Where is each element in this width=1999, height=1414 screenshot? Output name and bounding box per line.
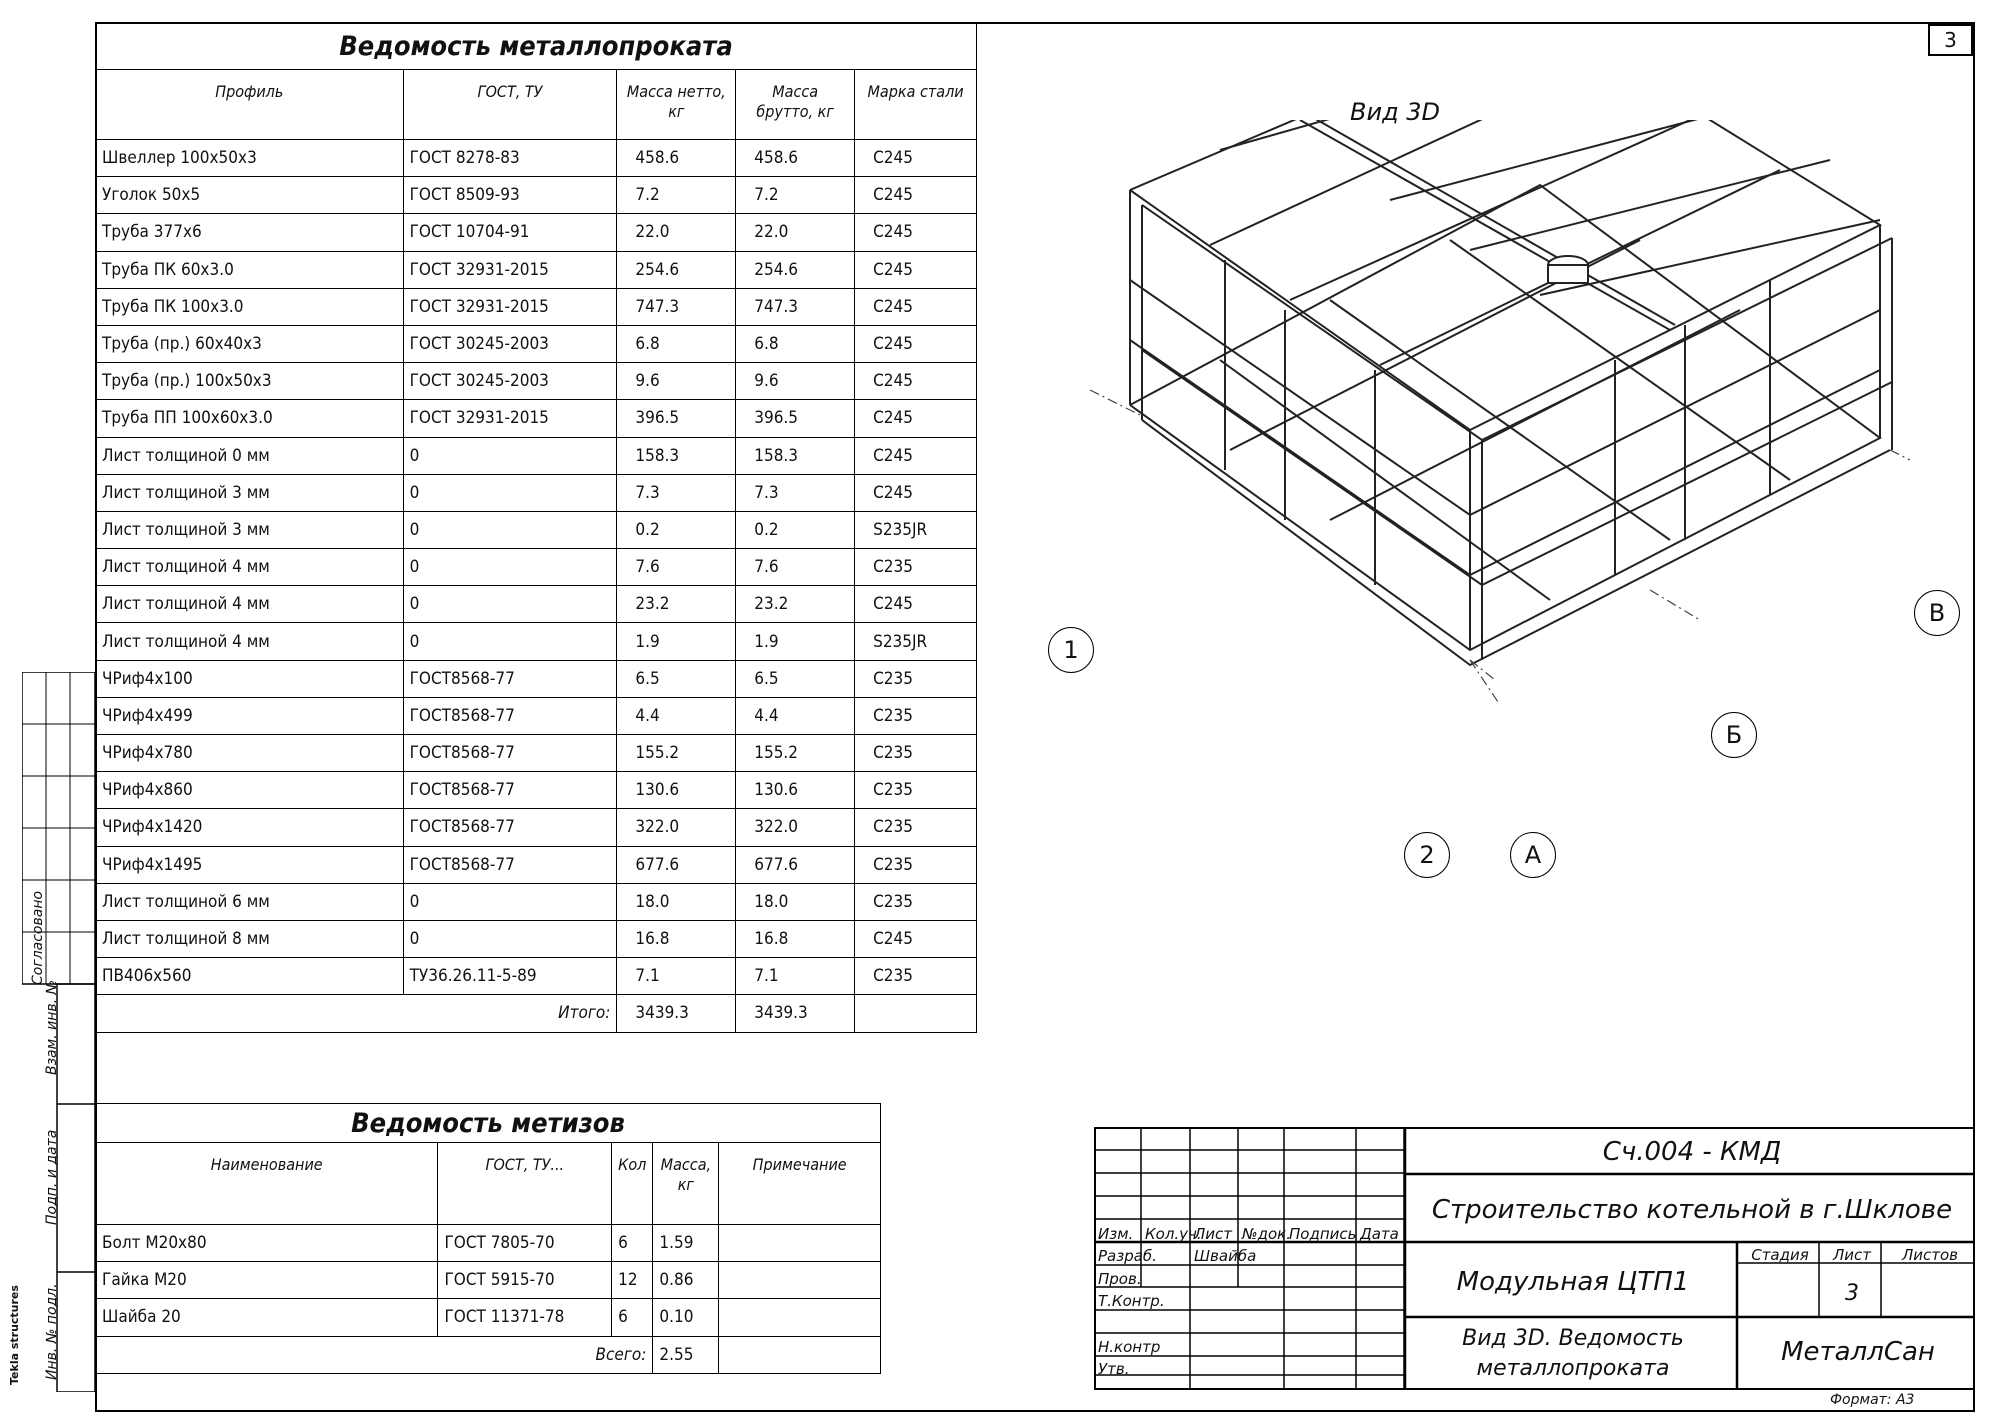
- table-row: [96, 549, 977, 586]
- table-row: [96, 177, 977, 214]
- gost-cell: 0: [403, 474, 617, 511]
- table-row: [96, 846, 977, 883]
- profile-cell: Лист толщиной 4 мм: [96, 623, 404, 660]
- hw-mass-cell: 0.86: [653, 1262, 719, 1299]
- tb-sheet-label: Лист: [1832, 1246, 1871, 1264]
- hw-qty-cell: 6: [612, 1225, 653, 1262]
- profile-cell: Труба 377x6: [96, 214, 404, 251]
- hw-mass-cell: 1.59: [653, 1225, 719, 1262]
- tb-col-ndok: №док.: [1242, 1225, 1291, 1243]
- table-row: [96, 697, 977, 734]
- table-row: [96, 772, 977, 809]
- profile-cell: ПВ406x560: [96, 958, 404, 995]
- metal-total-brutto: 3439.3: [736, 995, 855, 1032]
- brutto-cell: 747.3: [736, 288, 855, 325]
- brutto-cell: 396.5: [736, 400, 855, 437]
- tb-company: МеталлСан: [1781, 1337, 1935, 1367]
- netto-cell: 18.0: [617, 883, 736, 920]
- tb-sheets-label: Листов: [1901, 1246, 1959, 1264]
- steel-cell: С245: [855, 251, 977, 288]
- metal-total-empty: [855, 995, 977, 1032]
- steel-cell: С235: [855, 549, 977, 586]
- profile-cell: Лист толщиной 4 мм: [96, 549, 404, 586]
- hw-header-mass: Масса, кг: [653, 1143, 719, 1225]
- hw-gost-cell: ГОСТ 5915-70: [438, 1262, 612, 1299]
- metal-table-title: Ведомость металлопроката: [96, 23, 977, 70]
- profile-cell: Швеллер 100x50x3: [96, 140, 404, 177]
- gost-cell: 0: [403, 623, 617, 660]
- steel-cell: S235JR: [855, 511, 977, 548]
- steel-cell: С235: [855, 697, 977, 734]
- brutto-cell: 6.8: [736, 325, 855, 362]
- profile-cell: Лист толщиной 6 мм: [96, 883, 404, 920]
- tb-object-name: Модульная ЦТП1: [1456, 1267, 1690, 1297]
- steel-cell: С245: [855, 325, 977, 362]
- table-row: [96, 251, 977, 288]
- label-inv: Инв. № подл.: [44, 1283, 60, 1380]
- tb-col-podpis: Подпись: [1289, 1225, 1357, 1243]
- table-row: [96, 623, 977, 660]
- tb-developer: Швайба: [1194, 1247, 1257, 1265]
- gost-cell: 0: [403, 549, 617, 586]
- hw-total-label: Всего:: [96, 1336, 653, 1373]
- profile-cell: Лист толщиной 3 мм: [96, 474, 404, 511]
- label-agreed: Согласовано: [30, 890, 46, 985]
- brutto-cell: 6.5: [736, 660, 855, 697]
- profile-cell: ЧРиф4x780: [96, 735, 404, 772]
- gost-cell: ГОСТ 32931-2015: [403, 288, 617, 325]
- steel-cell: S235JR: [855, 623, 977, 660]
- tb-role-utv: Утв.: [1098, 1360, 1130, 1378]
- table-row: [96, 325, 977, 362]
- steel-cell: С235: [855, 660, 977, 697]
- gost-cell: ГОСТ8568-77: [403, 809, 617, 846]
- netto-cell: 7.2: [617, 177, 736, 214]
- brutto-cell: 22.0: [736, 214, 855, 251]
- steel-cell: С235: [855, 809, 977, 846]
- label-tekla: Tekla structures: [8, 1285, 21, 1385]
- netto-cell: 158.3: [617, 437, 736, 474]
- gost-cell: ГОСТ8568-77: [403, 846, 617, 883]
- hw-header-name: Наименование: [96, 1143, 438, 1225]
- gost-cell: ГОСТ 30245-2003: [403, 363, 617, 400]
- sheet-number-box: 3: [1928, 24, 1973, 56]
- gost-cell: ГОСТ8568-77: [403, 660, 617, 697]
- gost-cell: ГОСТ8568-77: [403, 697, 617, 734]
- profile-cell: ЧРиф4x1420: [96, 809, 404, 846]
- tb-role-nkontr: Н.контр: [1098, 1338, 1161, 1356]
- netto-cell: 155.2: [617, 735, 736, 772]
- profile-cell: Лист толщиной 8 мм: [96, 920, 404, 957]
- gost-cell: ГОСТ 32931-2015: [403, 400, 617, 437]
- gost-cell: ГОСТ 8509-93: [403, 177, 617, 214]
- gost-cell: 0: [403, 586, 617, 623]
- isometric-frame-view: [1030, 120, 1950, 880]
- hw-note-cell: [719, 1225, 881, 1262]
- profile-cell: ЧРиф4x1495: [96, 846, 404, 883]
- gost-cell: 0: [403, 511, 617, 548]
- metal-total-netto: 3439.3: [617, 995, 736, 1032]
- hw-name-cell: Шайба 20: [96, 1299, 438, 1336]
- table-row: [96, 140, 977, 177]
- brutto-cell: 158.3: [736, 437, 855, 474]
- axis-bubble-V: В: [1914, 590, 1960, 636]
- label-vzam: Взам. инв. №: [44, 979, 60, 1075]
- brutto-cell: 677.6: [736, 846, 855, 883]
- steel-cell: С245: [855, 586, 977, 623]
- netto-cell: 0.2: [617, 511, 736, 548]
- netto-cell: 1.9: [617, 623, 736, 660]
- hw-header-qty: Кол: [612, 1143, 653, 1225]
- brutto-cell: 7.6: [736, 549, 855, 586]
- steel-cell: С235: [855, 958, 977, 995]
- profile-cell: Лист толщиной 3 мм: [96, 511, 404, 548]
- tb-sheet-name-1: Вид 3D. Ведомость: [1462, 1326, 1684, 1351]
- netto-cell: 7.1: [617, 958, 736, 995]
- brutto-cell: 7.2: [736, 177, 855, 214]
- table-row: [96, 474, 977, 511]
- profile-cell: ЧРиф4x100: [96, 660, 404, 697]
- table-row: [96, 883, 977, 920]
- steel-cell: С245: [855, 400, 977, 437]
- steel-cell: С245: [855, 140, 977, 177]
- netto-cell: 6.8: [617, 325, 736, 362]
- axis-bubble-B: Б: [1711, 712, 1757, 758]
- steel-cell: С245: [855, 474, 977, 511]
- gost-cell: ГОСТ8568-77: [403, 735, 617, 772]
- metal-header-steel: Марка стали: [855, 70, 977, 140]
- gost-cell: 0: [403, 920, 617, 957]
- axis-bubble-2: 2: [1404, 832, 1450, 878]
- tb-project-name: Строительство котельной в г.Шклове: [1431, 1195, 1953, 1225]
- profile-cell: Труба (пр.) 100x50x3: [96, 363, 404, 400]
- profile-cell: ЧРиф4x499: [96, 697, 404, 734]
- gost-cell: ГОСТ 30245-2003: [403, 325, 617, 362]
- brutto-cell: 254.6: [736, 251, 855, 288]
- gost-cell: ТУ36.26.11-5-89: [403, 958, 617, 995]
- tb-role-prov: Пров.: [1098, 1270, 1142, 1288]
- metal-header-brutto: Масса брутто, кг: [736, 70, 855, 140]
- hardware-table-title: Ведомость метизов: [96, 1104, 881, 1143]
- steel-cell: С245: [855, 363, 977, 400]
- profile-cell: Труба (пр.) 60x40x3: [96, 325, 404, 362]
- gost-cell: ГОСТ8568-77: [403, 772, 617, 809]
- netto-cell: 16.8: [617, 920, 736, 957]
- table-row: [96, 920, 977, 957]
- netto-cell: 396.5: [617, 400, 736, 437]
- tb-sheet-value: 3: [1845, 1281, 1859, 1306]
- gost-cell: 0: [403, 883, 617, 920]
- netto-cell: 22.0: [617, 214, 736, 251]
- steel-cell: С235: [855, 883, 977, 920]
- brutto-cell: 9.6: [736, 363, 855, 400]
- tb-col-data: Дата: [1360, 1225, 1399, 1243]
- brutto-cell: 7.1: [736, 958, 855, 995]
- tb-col-izm: Изм.: [1098, 1225, 1134, 1243]
- steel-cell: С235: [855, 846, 977, 883]
- brutto-cell: 18.0: [736, 883, 855, 920]
- metal-table: [95, 22, 977, 1033]
- netto-cell: 7.6: [617, 549, 736, 586]
- gost-cell: 0: [403, 437, 617, 474]
- brutto-cell: 16.8: [736, 920, 855, 957]
- brutto-cell: 7.3: [736, 474, 855, 511]
- metal-header-netto: Масса нетто, кг: [617, 70, 736, 140]
- brutto-cell: 322.0: [736, 809, 855, 846]
- profile-cell: Лист толщиной 4 мм: [96, 586, 404, 623]
- view-title: Вид 3D: [1350, 98, 1441, 126]
- netto-cell: 9.6: [617, 363, 736, 400]
- table-row: [96, 400, 977, 437]
- profile-cell: ЧРиф4x860: [96, 772, 404, 809]
- netto-cell: 23.2: [617, 586, 736, 623]
- netto-cell: 254.6: [617, 251, 736, 288]
- netto-cell: 6.5: [617, 660, 736, 697]
- hw-note-cell: [719, 1262, 881, 1299]
- brutto-cell: 23.2: [736, 586, 855, 623]
- table-row: [96, 511, 977, 548]
- brutto-cell: 0.2: [736, 511, 855, 548]
- table-row: [96, 1225, 881, 1262]
- hw-qty-cell: 12: [612, 1262, 653, 1299]
- table-row: [96, 437, 977, 474]
- steel-cell: С245: [855, 920, 977, 957]
- steel-cell: С235: [855, 735, 977, 772]
- hw-qty-cell: 6: [612, 1299, 653, 1336]
- axis-bubble-A: А: [1510, 832, 1556, 878]
- hw-header-gost: ГОСТ, ТУ...: [438, 1143, 612, 1225]
- gost-cell: ГОСТ 32931-2015: [403, 251, 617, 288]
- profile-cell: Труба ПК 100x3.0: [96, 288, 404, 325]
- gost-cell: ГОСТ 8278-83: [403, 140, 617, 177]
- hw-gost-cell: ГОСТ 11371-78: [438, 1299, 612, 1336]
- table-row: [96, 735, 977, 772]
- tb-col-list: Лист: [1194, 1225, 1233, 1243]
- hw-note-cell: [719, 1299, 881, 1336]
- netto-cell: 4.4: [617, 697, 736, 734]
- brutto-cell: 130.6: [736, 772, 855, 809]
- table-row: [96, 660, 977, 697]
- tb-col-koluch: Кол.уч.: [1145, 1225, 1202, 1243]
- brutto-cell: 4.4: [736, 697, 855, 734]
- hw-gost-cell: ГОСТ 7805-70: [438, 1225, 612, 1262]
- hw-total-empty: [719, 1336, 881, 1373]
- tb-role-tkontr: Т.Контр.: [1098, 1292, 1165, 1310]
- hw-header-note: Примечание: [719, 1143, 881, 1225]
- netto-cell: 7.3: [617, 474, 736, 511]
- steel-cell: С245: [855, 177, 977, 214]
- hw-name-cell: Болт М20x80: [96, 1225, 438, 1262]
- profile-cell: Труба ПК 60x3.0: [96, 251, 404, 288]
- netto-cell: 322.0: [617, 809, 736, 846]
- metal-total-label: Итого:: [96, 995, 617, 1032]
- table-row: [96, 1299, 881, 1336]
- tb-stage-label: Стадия: [1751, 1246, 1809, 1264]
- hw-total-mass: 2.55: [653, 1336, 719, 1373]
- hw-name-cell: Гайка М20: [96, 1262, 438, 1299]
- title-block: [1094, 1127, 1975, 1390]
- tb-role-razrab: Разраб.: [1098, 1247, 1157, 1265]
- steel-cell: С235: [855, 772, 977, 809]
- profile-cell: Уголок 50x5: [96, 177, 404, 214]
- netto-cell: 458.6: [617, 140, 736, 177]
- table-row: [96, 1262, 881, 1299]
- table-row: [96, 958, 977, 995]
- axis-bubble-1: 1: [1048, 627, 1094, 673]
- hardware-table: [95, 1103, 881, 1374]
- metal-header-gost: ГОСТ, ТУ: [403, 70, 617, 140]
- profile-cell: Лист толщиной 0 мм: [96, 437, 404, 474]
- metal-header-profile: Профиль: [96, 70, 404, 140]
- profile-cell: Труба ПП 100x60x3.0: [96, 400, 404, 437]
- brutto-cell: 458.6: [736, 140, 855, 177]
- format-label: Формат: А3: [1830, 1392, 1915, 1408]
- tb-sheet-name-2: металлопроката: [1476, 1356, 1670, 1381]
- hw-mass-cell: 0.10: [653, 1299, 719, 1336]
- table-row: [96, 214, 977, 251]
- netto-cell: 677.6: [617, 846, 736, 883]
- label-podp: Подп. и дата: [44, 1129, 60, 1225]
- table-row: [96, 586, 977, 623]
- netto-cell: 747.3: [617, 288, 736, 325]
- table-row: [96, 809, 977, 846]
- tb-document-code: Сч.004 - КМД: [1602, 1137, 1782, 1167]
- brutto-cell: 1.9: [736, 623, 855, 660]
- steel-cell: С245: [855, 214, 977, 251]
- table-row: [96, 363, 977, 400]
- netto-cell: 130.6: [617, 772, 736, 809]
- brutto-cell: 155.2: [736, 735, 855, 772]
- table-row: [96, 288, 977, 325]
- gost-cell: ГОСТ 10704-91: [403, 214, 617, 251]
- steel-cell: С245: [855, 437, 977, 474]
- steel-cell: С245: [855, 288, 977, 325]
